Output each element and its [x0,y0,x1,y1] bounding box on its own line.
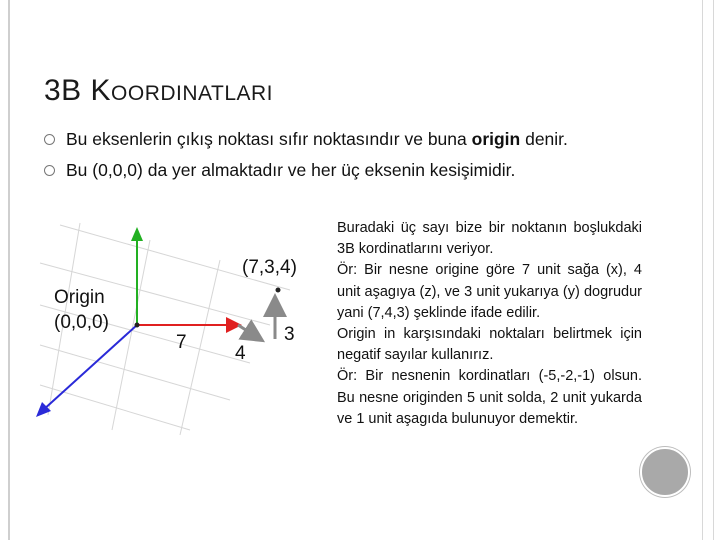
y-step-label: 3 [284,324,295,345]
origin-label: Origin [54,287,105,308]
bullet-2-text: Bu (0,0,0) da yer almaktadır ve her üç eksenin kesişimidir. [66,160,516,180]
coordinate-diagram [20,215,320,440]
z-step-arrow [238,325,260,339]
paragraph-1: Buradaki üç sayı bize bir noktanın boşlukdaki 3B kordinatlarını veriyor. [337,220,642,258]
paragraph-4: Ör: Bir nesnenin kordinatları (-5,-2,-1) olsun. Bu nesne originden 5 unit solda, 2 unit yukarda ve 1 unit aşagıda bulunuyor demektir. [337,368,642,427]
decorative-circle [640,447,690,497]
bullet-item-2 [44,159,624,182]
bullet-icon [44,165,55,176]
target-point [276,288,281,293]
title-prefix: 3B K [44,74,112,107]
origin-coords: (0,0,0) [54,312,109,333]
point-coords-label: (7,3,4) [242,257,297,278]
paragraph-3: Origin in karşısındaki noktaları belirtmek için negatif sayılar kullanırız. [337,326,642,364]
slide-right-border [702,0,714,540]
y-axis-arrow-icon [131,227,143,241]
origin-point [135,323,140,328]
z-step-label: 4 [235,343,246,364]
bullet-item-1 [44,128,624,151]
title-rest: OORDINATLARI [111,82,274,105]
bullet-1-tail: denir. [520,129,568,149]
paragraph-2: Ör: Bir nesne origine göre 7 unit sağa (x), 4 unit aşagıya (z), ve 3 unit yukarıya (y) dogrudur yani (7,4,3) şeklinde ifade edilir. [337,262,642,321]
bullet-icon [44,134,55,145]
bullet-1-bold: origin [471,129,521,149]
bullet-1-text: Bu eksenlerin çıkış noktası sıfır noktasındır ve buna [66,129,472,149]
explanation-text [337,218,642,430]
slide-left-border [8,0,10,540]
slide-title [44,74,273,108]
x-step-label: 7 [176,332,187,353]
bullet-list [44,128,624,190]
